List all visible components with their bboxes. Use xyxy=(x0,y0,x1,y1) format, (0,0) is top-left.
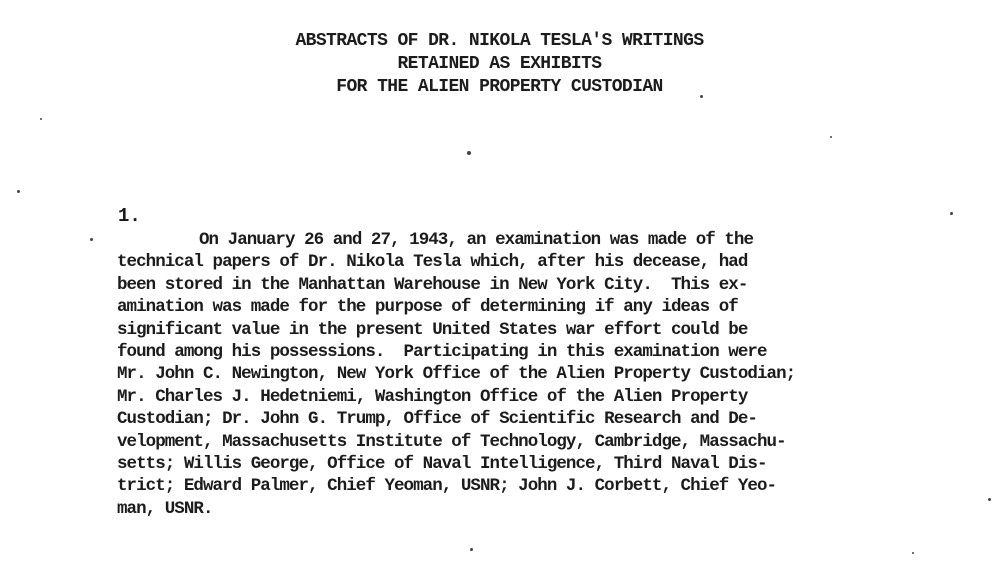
scan-speck xyxy=(467,151,471,155)
heading-line-1: ABSTRACTS OF DR. NIKOLA TESLA'S WRITINGS xyxy=(295,31,704,51)
scan-speck xyxy=(40,118,42,120)
paragraph-line: On January 26 and 27, 1943, an examination was made of the xyxy=(199,230,753,250)
paragraph-line: Mr. John C. Newington, New York Office of the Alien Property Custodian; xyxy=(117,364,796,385)
heading-line-2: RETAINED AS EXHIBITS xyxy=(397,54,602,74)
paragraph-line: found among his possessions. Participating in this examination were xyxy=(117,342,767,363)
paragraph-line: Mr. Charles J. Hedetniemi, Washington Office of the Alien Property xyxy=(117,386,748,407)
scan-speck xyxy=(912,552,914,554)
paragraph-line: setts; Willis George, Office of Naval Intelligence, Third Naval Dis- xyxy=(117,454,767,475)
scan-speck xyxy=(988,498,991,501)
paragraph-line: velopment, Massachusetts Institute of Technology, Cambridge, Massachu- xyxy=(117,431,786,452)
scan-speck xyxy=(700,95,703,98)
paragraph-line: trict; Edward Palmer, Chief Yeoman, USNR; John J. Corbett, Chief Yeo- xyxy=(117,476,777,497)
paragraph-line: technical papers of Dr. Nikola Tesla which, after his decease, had xyxy=(117,252,748,273)
paragraph-line: significant value in the present United States war effort could be xyxy=(117,319,748,340)
scan-speck xyxy=(950,212,953,215)
paragraph-line: amination was made for the purpose of determining if any ideas of xyxy=(117,297,738,318)
scan-speck xyxy=(830,136,832,138)
paragraph-line: Custodian; Dr. John G. Trump, Office of Scientific Research and De- xyxy=(117,409,757,430)
paragraph-line: man, USNR. xyxy=(117,498,213,519)
section-number: 1. xyxy=(118,205,141,227)
document-heading xyxy=(0,30,999,99)
scan-speck xyxy=(90,238,93,241)
body-paragraph xyxy=(117,229,997,520)
scan-speck xyxy=(17,190,20,193)
scan-speck xyxy=(470,548,473,551)
heading-line-3: FOR THE ALIEN PROPERTY CUSTODIAN xyxy=(336,77,663,97)
paragraph-line: been stored in the Manhattan Warehouse in New York City. This ex- xyxy=(117,274,748,295)
